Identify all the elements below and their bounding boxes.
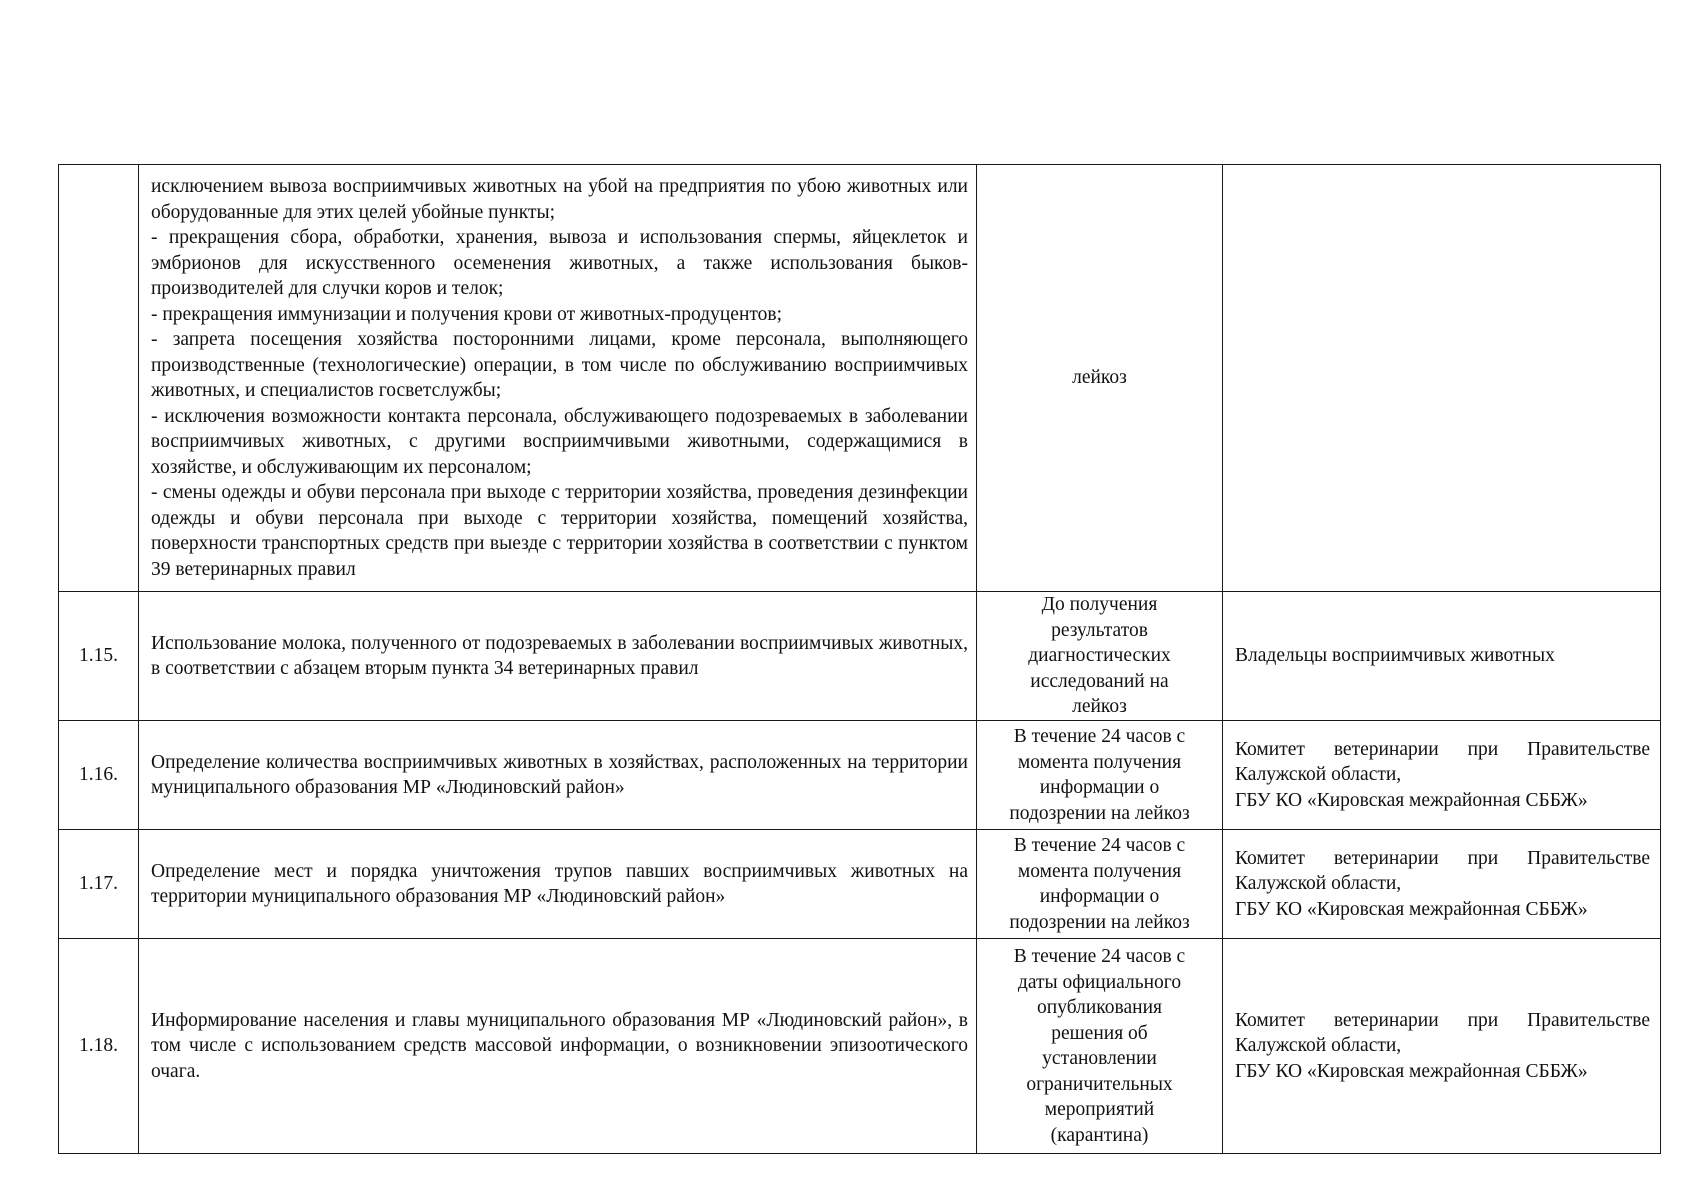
row-number: 1.16. — [59, 721, 139, 830]
term-line: опубликования — [1037, 997, 1162, 1018]
term-line: подозрении на лейкоз — [1009, 911, 1190, 933]
measures-table — [58, 164, 1661, 1154]
term-line: (карантина) — [1050, 1124, 1149, 1146]
measure-text: Определение мест и порядка уничтожения трупов павших восприимчивых животных на территории муниципального образования МР «Людиновский район» — [139, 830, 977, 939]
responsible-line: Владельцы восприимчивых животных — [1235, 645, 1555, 667]
term-cell — [977, 592, 1223, 721]
responsible-line: ГБУ КО «Кировская межрайонная СББЖ» — [1235, 898, 1588, 920]
term-line: В течение 24 часов с — [1013, 946, 1186, 967]
measure-text: Определение количества восприимчивых животных в хозяйствах, расположенных на территории муниципального образования МР «Людиновский район» — [139, 721, 977, 830]
term-line: информации о — [1039, 777, 1160, 798]
term-cell — [977, 939, 1223, 1154]
term-line: диагностических — [1028, 645, 1171, 667]
term-line: мероприятий — [1044, 1099, 1155, 1120]
responsible-line: ГБУ КО «Кировская межрайонная СББЖ» — [1235, 789, 1588, 811]
row-number: 1.18. — [59, 939, 139, 1154]
term-line: установлении — [1042, 1048, 1157, 1069]
table-row — [59, 830, 1661, 939]
measure-text: Использование молока, полученного от подозреваемых в заболевании восприимчивых животных, в соответствии с абзацем вторым пункта 34 ветеринарных правил — [139, 592, 977, 721]
term-line: информации о — [1039, 886, 1160, 907]
term-line: В течение 24 часов с — [1013, 835, 1186, 856]
term-line: лейкоз — [1072, 696, 1127, 718]
measure-text-line: - запрета посещения хозяйства посторонними лицами, кроме персонала, выполняющего производственные (технологические) операции, в том числе по обслуживанию восприимчивых животных, и специалистов госветслужбы; — [151, 329, 968, 401]
term-line: В течение 24 часов с — [1013, 726, 1186, 747]
responsible-line: Комитет ветеринарии при Правительстве Калужской области, — [1235, 738, 1650, 786]
term-cell: лейкоз — [977, 165, 1223, 592]
responsible-cell — [1223, 830, 1661, 939]
row-number: 1.17. — [59, 830, 139, 939]
responsible-line: ГБУ КО «Кировская межрайонная СББЖ» — [1235, 1060, 1588, 1082]
term-line: До получения — [1041, 594, 1158, 616]
term-cell — [977, 830, 1223, 939]
measure-text-line: - смены одежды и обуви персонала при выходе с территории хозяйства, проведения дезинфекции одежды и обуви персонала при выходе с территории хозяйства, помещений хозяйства, поверхности транспортных средств при выезде с территории хозяйства в соответствии с пунктом 39 ветеринарных правил — [151, 482, 968, 580]
measure-text-line: - прекращения сбора, обработки, хранения, вывоза и использования спермы, яйцеклеток и эмбрионов для искусственного осеменения животных, а также использования быков-производителей для случки коров и телок; — [151, 227, 968, 299]
responsible-line: Комитет ветеринарии при Правительстве Калужской области, — [1235, 1009, 1650, 1057]
table-row — [59, 592, 1661, 721]
responsible-cell — [1223, 165, 1661, 592]
measure-text: Информирование населения и главы муниципального образования МР «Людиновский район», в том числе с использованием средств массовой информации, о возникновении эпизоотического очага. — [139, 939, 977, 1154]
measure-text-line: - прекращения иммунизации и получения крови от животных-продуцентов; — [151, 303, 783, 325]
term-line: момента получения — [1017, 751, 1182, 773]
responsible-cell — [1223, 939, 1661, 1154]
table-row — [59, 939, 1661, 1154]
term-line: даты официального — [1017, 971, 1182, 993]
table-row — [59, 165, 1661, 592]
table-row — [59, 721, 1661, 830]
term-line: ограничительных — [1026, 1073, 1173, 1095]
term-line: решения об — [1051, 1022, 1148, 1044]
responsible-line: Комитет ветеринарии при Правительстве Калужской области, — [1235, 847, 1650, 895]
measure-text — [139, 165, 977, 592]
term-line: момента получения — [1017, 860, 1182, 882]
term-cell — [977, 721, 1223, 830]
row-number — [59, 165, 139, 592]
measure-text-line: - исключения возможности контакта персонала, обслуживающего подозреваемых в заболевании восприимчивых животных, с другими восприимчивыми животными, содержащимися в хозяйстве, и обслуживающим их персоналом; — [151, 405, 968, 478]
responsible-cell — [1223, 721, 1661, 830]
row-number: 1.15. — [59, 592, 139, 721]
term-line: подозрении на лейкоз — [1009, 802, 1190, 824]
responsible-cell — [1223, 592, 1661, 721]
term-line: исследований на — [1030, 670, 1169, 692]
measure-text-line: исключением вывоза восприимчивых животных на убой на предприятия по убою животных или оборудованные для этих целей убойные пункты; — [151, 176, 968, 223]
term-line: результатов — [1051, 619, 1148, 641]
